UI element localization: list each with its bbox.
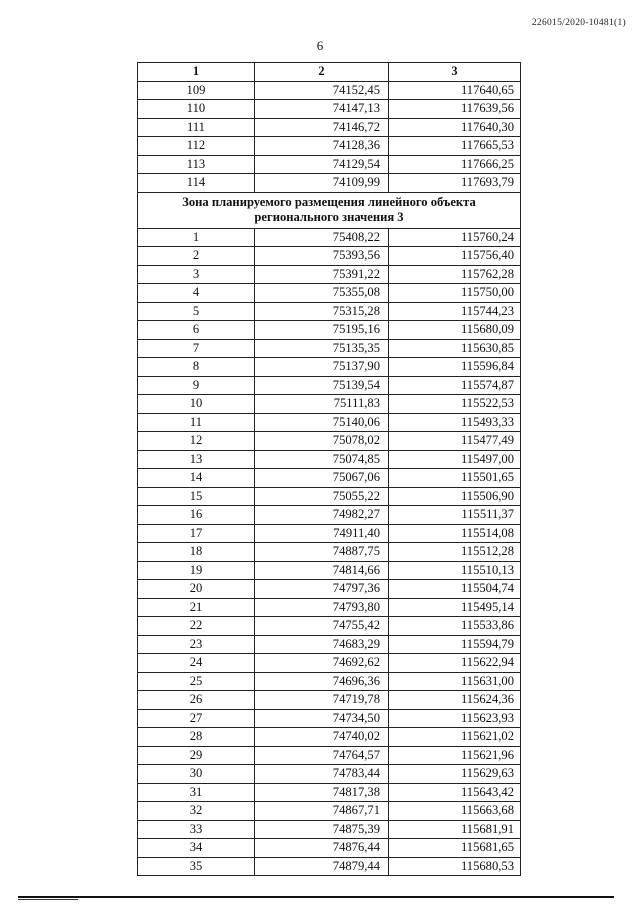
- table-row: [138, 321, 521, 340]
- y-coordinate-cell: 115495,14: [389, 598, 521, 617]
- point-number-cell: 14: [138, 469, 255, 488]
- x-coordinate-cell: 75140,06: [255, 413, 389, 432]
- y-coordinate-cell: 115750,00: [389, 284, 521, 303]
- point-number-cell: 21: [138, 598, 255, 617]
- point-number-cell: 35: [138, 857, 255, 876]
- point-number-cell: 26: [138, 691, 255, 710]
- y-coordinate-cell: 115630,85: [389, 339, 521, 358]
- y-coordinate-cell: 115501,65: [389, 469, 521, 488]
- table-row: [138, 857, 521, 876]
- y-coordinate-cell: 115629,63: [389, 765, 521, 784]
- y-coordinate-cell: 115574,87: [389, 376, 521, 395]
- y-coordinate-cell: 115643,42: [389, 783, 521, 802]
- table-row: [138, 118, 521, 137]
- x-coordinate-cell: 74734,50: [255, 709, 389, 728]
- zone-title: Зона планируемого размещения линейного объекта регионального значения 3: [138, 192, 521, 228]
- x-coordinate-cell: 75315,28: [255, 302, 389, 321]
- table-row: [138, 672, 521, 691]
- x-coordinate-cell: 74817,38: [255, 783, 389, 802]
- point-number-cell: 112: [138, 137, 255, 156]
- y-coordinate-cell: 115762,28: [389, 265, 521, 284]
- x-coordinate-cell: 74147,13: [255, 100, 389, 119]
- y-coordinate-cell: 115680,53: [389, 857, 521, 876]
- x-coordinate-cell: 75139,54: [255, 376, 389, 395]
- table-row: [138, 469, 521, 488]
- point-number-cell: 20: [138, 580, 255, 599]
- x-coordinate-cell: 75074,85: [255, 450, 389, 469]
- point-number-cell: 32: [138, 802, 255, 821]
- point-number-cell: 114: [138, 174, 255, 193]
- column-header: 1: [138, 63, 255, 82]
- x-coordinate-cell: 75135,35: [255, 339, 389, 358]
- y-coordinate-cell: 115760,24: [389, 228, 521, 247]
- x-coordinate-cell: 74867,71: [255, 802, 389, 821]
- point-number-cell: 27: [138, 709, 255, 728]
- point-number-cell: 3: [138, 265, 255, 284]
- point-number-cell: 28: [138, 728, 255, 747]
- y-coordinate-cell: 115621,02: [389, 728, 521, 747]
- y-coordinate-cell: 117693,79: [389, 174, 521, 193]
- table-body-zone-3: [138, 228, 521, 876]
- x-coordinate-cell: 74128,36: [255, 137, 389, 156]
- x-coordinate-cell: 75078,02: [255, 432, 389, 451]
- table-row: [138, 543, 521, 562]
- table-row: [138, 376, 521, 395]
- point-number-cell: 10: [138, 395, 255, 414]
- y-coordinate-cell: 115744,23: [389, 302, 521, 321]
- y-coordinate-cell: 115756,40: [389, 247, 521, 266]
- column-header: 3: [389, 63, 521, 82]
- table-row: [138, 820, 521, 839]
- table-row: [138, 598, 521, 617]
- table-row: [138, 81, 521, 100]
- table-body-zone-previous: [138, 81, 521, 192]
- table-row: [138, 137, 521, 156]
- y-coordinate-cell: 115594,79: [389, 635, 521, 654]
- x-coordinate-cell: 74755,42: [255, 617, 389, 636]
- x-coordinate-cell: 74152,45: [255, 81, 389, 100]
- y-coordinate-cell: 115514,08: [389, 524, 521, 543]
- y-coordinate-cell: 115663,68: [389, 802, 521, 821]
- point-number-cell: 34: [138, 839, 255, 858]
- point-number-cell: 23: [138, 635, 255, 654]
- point-number-cell: 13: [138, 450, 255, 469]
- y-coordinate-cell: 115596,84: [389, 358, 521, 377]
- y-coordinate-cell: 115621,96: [389, 746, 521, 765]
- table-row: [138, 432, 521, 451]
- table-row: [138, 839, 521, 858]
- table-row: [138, 450, 521, 469]
- table-row: [138, 654, 521, 673]
- x-coordinate-cell: 74683,29: [255, 635, 389, 654]
- table-row: [138, 783, 521, 802]
- x-coordinate-cell: 74696,36: [255, 672, 389, 691]
- y-coordinate-cell: 117665,53: [389, 137, 521, 156]
- y-coordinate-cell: 117640,65: [389, 81, 521, 100]
- x-coordinate-cell: 74692,62: [255, 654, 389, 673]
- y-coordinate-cell: 115623,93: [389, 709, 521, 728]
- point-number-cell: 25: [138, 672, 255, 691]
- x-coordinate-cell: 74982,27: [255, 506, 389, 525]
- document-number: 226015/2020-10481(1): [531, 18, 626, 28]
- table-row: [138, 247, 521, 266]
- table-row: [138, 413, 521, 432]
- y-coordinate-cell: 115681,91: [389, 820, 521, 839]
- table-row: [138, 302, 521, 321]
- y-coordinate-cell: 115512,28: [389, 543, 521, 562]
- x-coordinate-cell: 75067,06: [255, 469, 389, 488]
- y-coordinate-cell: 115497,00: [389, 450, 521, 469]
- point-number-cell: 33: [138, 820, 255, 839]
- y-coordinate-cell: 115477,49: [389, 432, 521, 451]
- point-number-cell: 19: [138, 561, 255, 580]
- x-coordinate-cell: 74129,54: [255, 155, 389, 174]
- table-row: [138, 709, 521, 728]
- x-coordinate-cell: 74879,44: [255, 857, 389, 876]
- y-coordinate-cell: 115493,33: [389, 413, 521, 432]
- y-coordinate-cell: 115533,86: [389, 617, 521, 636]
- y-coordinate-cell: 115511,37: [389, 506, 521, 525]
- table-row: [138, 802, 521, 821]
- point-number-cell: 18: [138, 543, 255, 562]
- table-row: [138, 100, 521, 119]
- table-header-row: [138, 63, 521, 82]
- table-row: [138, 561, 521, 580]
- table-row: [138, 284, 521, 303]
- x-coordinate-cell: 74109,99: [255, 174, 389, 193]
- x-coordinate-cell: 75355,08: [255, 284, 389, 303]
- x-coordinate-cell: 74814,66: [255, 561, 389, 580]
- table-row: [138, 746, 521, 765]
- table-row: [138, 617, 521, 636]
- table-row: [138, 506, 521, 525]
- column-header: 2: [255, 63, 389, 82]
- table-row: [138, 524, 521, 543]
- x-coordinate-cell: 74887,75: [255, 543, 389, 562]
- bottom-rule-accent: [18, 899, 78, 900]
- y-coordinate-cell: 117640,30: [389, 118, 521, 137]
- x-coordinate-cell: 74876,44: [255, 839, 389, 858]
- zone-section: [138, 192, 521, 228]
- x-coordinate-cell: 74797,36: [255, 580, 389, 599]
- y-coordinate-cell: 115504,74: [389, 580, 521, 599]
- y-coordinate-cell: 115680,09: [389, 321, 521, 340]
- table-row: [138, 728, 521, 747]
- y-coordinate-cell: 115510,13: [389, 561, 521, 580]
- table-row: [138, 174, 521, 193]
- point-number-cell: 113: [138, 155, 255, 174]
- y-coordinate-cell: 117639,56: [389, 100, 521, 119]
- bottom-rule: [18, 896, 614, 898]
- table-row: [138, 155, 521, 174]
- table-row: [138, 265, 521, 284]
- zone-title-row: [138, 192, 521, 228]
- y-coordinate-cell: 115624,36: [389, 691, 521, 710]
- x-coordinate-cell: 75055,22: [255, 487, 389, 506]
- table-row: [138, 580, 521, 599]
- x-coordinate-cell: 75408,22: [255, 228, 389, 247]
- x-coordinate-cell: 75393,56: [255, 247, 389, 266]
- table-row: [138, 228, 521, 247]
- point-number-cell: 1: [138, 228, 255, 247]
- point-number-cell: 29: [138, 746, 255, 765]
- x-coordinate-cell: 74911,40: [255, 524, 389, 543]
- point-number-cell: 31: [138, 783, 255, 802]
- point-number-cell: 30: [138, 765, 255, 784]
- table-row: [138, 358, 521, 377]
- point-number-cell: 24: [138, 654, 255, 673]
- x-coordinate-cell: 75195,16: [255, 321, 389, 340]
- y-coordinate-cell: 115631,00: [389, 672, 521, 691]
- page-number: 6: [316, 38, 324, 53]
- point-number-cell: 111: [138, 118, 255, 137]
- point-number-cell: 12: [138, 432, 255, 451]
- x-coordinate-cell: 74764,57: [255, 746, 389, 765]
- point-number-cell: 7: [138, 339, 255, 358]
- y-coordinate-cell: 117666,25: [389, 155, 521, 174]
- point-number-cell: 9: [138, 376, 255, 395]
- y-coordinate-cell: 115622,94: [389, 654, 521, 673]
- point-number-cell: 110: [138, 100, 255, 119]
- table-row: [138, 691, 521, 710]
- point-number-cell: 16: [138, 506, 255, 525]
- point-number-cell: 17: [138, 524, 255, 543]
- x-coordinate-cell: 75111,83: [255, 395, 389, 414]
- x-coordinate-cell: 74793,80: [255, 598, 389, 617]
- y-coordinate-cell: 115681,65: [389, 839, 521, 858]
- y-coordinate-cell: 115506,90: [389, 487, 521, 506]
- point-number-cell: 11: [138, 413, 255, 432]
- point-number-cell: 22: [138, 617, 255, 636]
- x-coordinate-cell: 74783,44: [255, 765, 389, 784]
- point-number-cell: 8: [138, 358, 255, 377]
- point-number-cell: 15: [138, 487, 255, 506]
- y-coordinate-cell: 115522,53: [389, 395, 521, 414]
- x-coordinate-cell: 74146,72: [255, 118, 389, 137]
- point-number-cell: 4: [138, 284, 255, 303]
- x-coordinate-cell: 75137,90: [255, 358, 389, 377]
- coordinates-table: [137, 62, 521, 876]
- point-number-cell: 2: [138, 247, 255, 266]
- x-coordinate-cell: 74719,78: [255, 691, 389, 710]
- table-row: [138, 765, 521, 784]
- point-number-cell: 109: [138, 81, 255, 100]
- table-row: [138, 635, 521, 654]
- table-row: [138, 339, 521, 358]
- x-coordinate-cell: 74740,02: [255, 728, 389, 747]
- table-row: [138, 395, 521, 414]
- x-coordinate-cell: 74875,39: [255, 820, 389, 839]
- point-number-cell: 6: [138, 321, 255, 340]
- point-number-cell: 5: [138, 302, 255, 321]
- x-coordinate-cell: 75391,22: [255, 265, 389, 284]
- table-row: [138, 487, 521, 506]
